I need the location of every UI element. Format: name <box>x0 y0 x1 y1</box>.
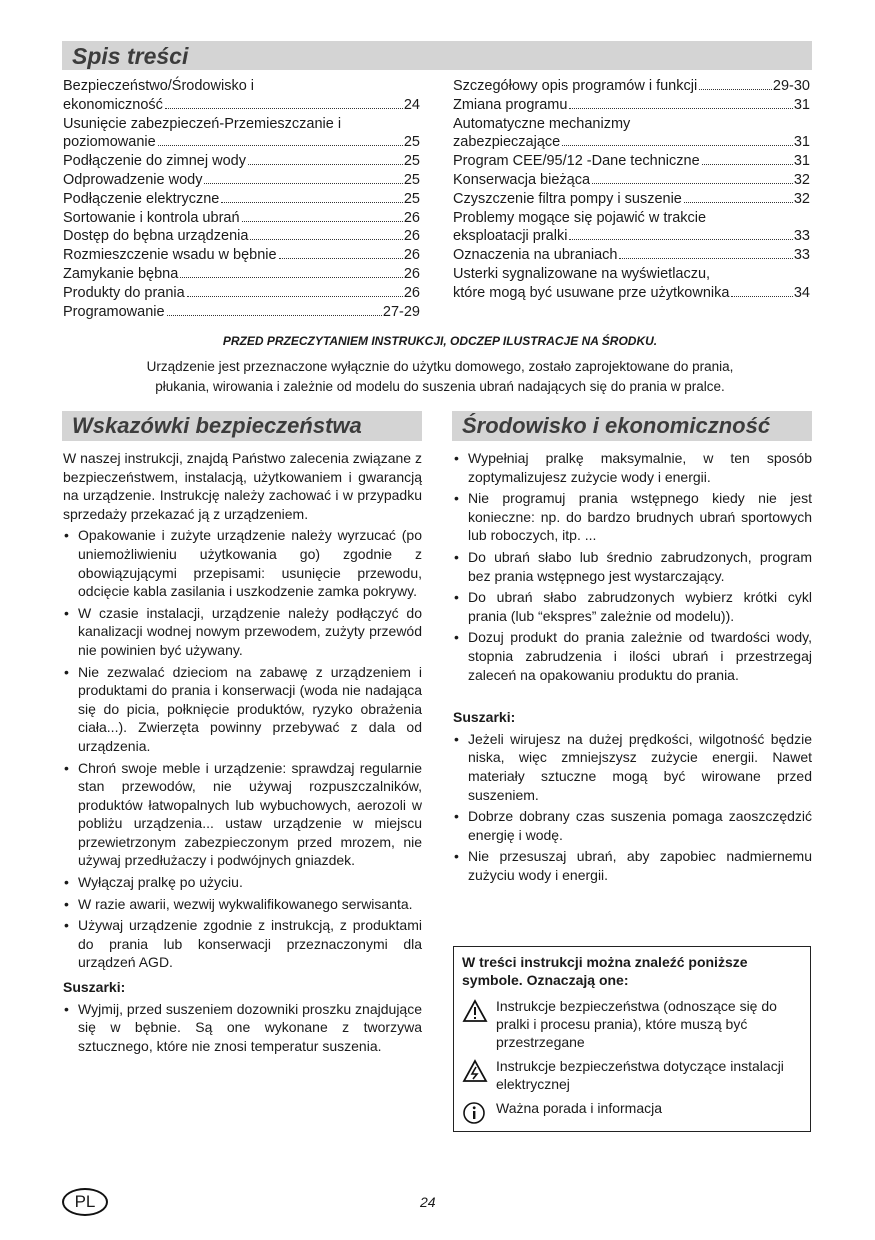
toc-entry-page: 31 <box>793 96 810 113</box>
symbol-row-safety <box>462 997 802 1051</box>
info-icon <box>462 1101 488 1125</box>
electrical-hazard-icon <box>462 1059 488 1083</box>
toc-leader-dots <box>731 296 792 297</box>
toc-entry-page: 25 <box>403 171 420 188</box>
environment-item: • Dozuj produkt do prania zależnie od twardości wody, stopnia zabrudzenia i ilości ubrań i przestrzegaj zaleceń na opakowaniu produktu do prania. <box>453 628 812 684</box>
toc-entry <box>63 190 420 209</box>
toc-entry-text: ekonomiczność <box>63 96 163 113</box>
safety-item: • Wyłączaj pralkę po użyciu. <box>63 873 422 892</box>
toc-entry-text: Konserwacja bieżąca <box>453 171 591 188</box>
safety-column <box>63 449 422 1058</box>
toc-entry-text: Automatyczne mechanizmy <box>453 115 631 132</box>
toc-leader-dots <box>569 108 792 109</box>
toc-entry-page: 32 <box>793 171 810 188</box>
environment-dryer-item: • Dobrze dobrany czas suszenia pomaga zaoszczędzić energię i wodę. <box>453 807 812 844</box>
toc-entry-text: zabezpieczające <box>453 134 561 151</box>
environment-dryer-list <box>453 730 812 885</box>
toc-entry <box>453 190 810 209</box>
page-number: 24 <box>420 1194 436 1210</box>
safety-intro: W naszej instrukcji, znajdą Państwo zalecenia związane z bezpieczeństwem, instalacją, użytkowaniem i gwarancją na urządzenie. Instrukcję należy zachować i w przypadku sprzedaży przekazać ją z urządzeniem. <box>63 450 422 522</box>
toc-entry-text: Zamykanie bębna <box>63 265 179 282</box>
toc-entry <box>453 152 810 171</box>
intro-line-1: Urządzenie jest przeznaczone wyłącznie do użytku domowego, zostało zaprojektowane do prania, <box>146 359 734 374</box>
toc-entry-page: 26 <box>403 209 420 226</box>
safety-dryer-heading: Suszarki: <box>63 979 126 996</box>
toc-entry-text: eksploatacji pralki <box>453 228 568 245</box>
safety-item: • W czasie instalacji, urządzenie należy podłączyć do kanalizacji wodnej nowym przewodem, zużyty przewód nie powinien być używany. <box>63 604 422 660</box>
toc-entry <box>453 96 810 115</box>
safety-heading-bar <box>62 411 422 441</box>
toc-leader-dots <box>250 239 402 240</box>
intended-use-intro <box>70 357 810 397</box>
toc-entry-text: Sortowanie i kontrola ubrań <box>63 209 240 226</box>
toc-entry <box>63 96 420 115</box>
toc-entry-text: Problemy mogące się pojawić w trakcie <box>453 209 707 226</box>
toc-entry <box>63 152 420 171</box>
environment-item: • Nie programuj prania wstępnego kiedy nie jest konieczne: np. do bardzo brudnych ubrań sportowych lub roboczych, itp. ... <box>453 489 812 545</box>
toc-entry-text: Szczegółowy opis programów i funkcji <box>453 78 698 94</box>
toc-entry-text: Oznaczenia na ubraniach <box>453 247 618 264</box>
toc-entry-text: Produkty do prania <box>63 284 185 301</box>
toc-entry <box>63 246 420 265</box>
toc-entry <box>453 209 810 228</box>
toc-entry-text: Usterki sygnalizowane na wyświetlaczu, <box>453 265 711 282</box>
toc-entry-text: Odprowadzenie wody <box>63 171 203 188</box>
environment-item: • Wypełniaj pralkę maksymalnie, w ten sposób zoptymalizujesz zużycie wody i energii. <box>453 449 812 486</box>
toc-leader-dots <box>180 277 403 278</box>
toc-entry <box>453 265 810 284</box>
toc-entry <box>63 303 420 322</box>
toc-entry-text: Dostęp do bębna urządzenia <box>63 228 249 245</box>
toc-entry <box>63 77 420 96</box>
safety-item: • W razie awarii, wezwij wykwalifikowanego serwisanta. <box>63 895 422 914</box>
toc-entry-page: 26 <box>403 284 420 301</box>
toc-right-column <box>453 77 810 303</box>
toc-entry-page: 29-30 <box>772 78 810 94</box>
toc-entry <box>63 265 420 284</box>
toc-entry-page: 25 <box>403 190 420 207</box>
symbol-row-info <box>462 1099 802 1125</box>
toc-entry-text: Usunięcie zabezpieczeń-Przemieszczanie i <box>63 115 342 132</box>
toc-entry-text: Rozmieszczenie wsadu w bębnie <box>63 247 277 264</box>
toc-leader-dots <box>702 164 793 165</box>
environment-dryer-item: • Jeżeli wirujesz na dużej prędkości, wilgotność będzie niska, więc zmniejszysz zużycie energii. Nawet materiały sztuczne mogą być wirowane przed suszeniem. <box>453 730 812 804</box>
toc-entry <box>453 227 810 246</box>
warning-triangle-icon <box>462 999 488 1023</box>
toc-leader-dots <box>242 221 403 222</box>
environment-column <box>453 449 812 887</box>
toc-entry-page: 32 <box>793 190 810 207</box>
symbol-row-electrical <box>462 1057 802 1093</box>
toc-entry <box>453 77 810 96</box>
intro-line-2: płukania, wirowania i zależnie od modelu do suszenia ubrań nadających się do prania w pralce. <box>155 379 725 394</box>
toc-entry-text: Zmiana programu <box>453 96 568 113</box>
toc-entry-page: 26 <box>403 228 420 245</box>
safety-item: • Nie zezwalać dzieciom na zabawę z urządzeniem i produktami do prania i konserwacji (woda nie nadająca się do picia, połknięcie produktów, ryzyko obrażenia ciała...). Zwierzęta powinny przebywać z dala od urządzenia. <box>63 663 422 756</box>
toc-entry <box>453 115 810 134</box>
language-badge: PL <box>62 1188 108 1216</box>
symbol-electrical-text: Instrukcje bezpieczeństwa dotyczące instalacji elektrycznej <box>496 1058 784 1092</box>
safety-list <box>63 526 422 972</box>
toc-title: Spis treści <box>72 43 189 69</box>
toc-entry <box>63 227 420 246</box>
toc-leader-dots <box>684 202 793 203</box>
toc-leader-dots <box>187 296 403 297</box>
toc-entry-text: Programowanie <box>63 303 165 320</box>
symbol-safety-text: Instrukcje bezpieczeństwa (odnoszące się do pralki i procesu prania), które muszą być przestrzegane <box>496 998 777 1050</box>
toc-entry-page: 24 <box>403 96 420 113</box>
toc-entry-text: Czyszczenie filtra pompy i suszenie <box>453 190 682 207</box>
safety-item: • Używaj urządzenie zgodnie z instrukcją, z produktami do prania lub konserwacji przeznaczonymi dla urządzeń AGD. <box>63 916 422 972</box>
toc-leader-dots <box>619 258 792 259</box>
toc-entry <box>453 246 810 265</box>
toc-entry <box>63 171 420 190</box>
safety-heading: Wskazówki bezpieczeństwa <box>72 413 362 438</box>
toc-entry-page: 26 <box>403 265 420 282</box>
safety-item: • Chroń swoje meble i urządzenie: sprawdzaj regularnie stan przewodów, nie używaj rozpuszczalników, produktów łatwopalnych lub wybuchowych, aerozoli w pobliżu urządzenia... ustaw urządzenie w miejscu przewietrzonym zabezpieczonym przed mrozem, nie używaj przedłużaczy i podwójnych gniazdek. <box>63 759 422 871</box>
toc-entry-text: poziomowanie <box>63 134 156 151</box>
toc-entry-page: 34 <box>793 284 810 301</box>
toc-entry <box>63 209 420 228</box>
toc-entry-page: 33 <box>793 247 810 264</box>
toc-entry-page: 31 <box>793 134 810 151</box>
toc-entry-page: 33 <box>793 228 810 245</box>
environment-dryer-item: • Nie przesuszaj ubrań, aby zapobiec nadmiernemu zużyciu wody i energii. <box>453 847 812 884</box>
environment-list <box>453 449 812 684</box>
toc-leader-dots <box>592 183 793 184</box>
toc-leader-dots <box>248 164 403 165</box>
toc-leader-dots <box>562 145 793 146</box>
toc-entry <box>453 284 810 303</box>
toc-entry-page: 26 <box>403 247 420 264</box>
toc-title-bar <box>62 41 812 70</box>
safety-dryer-list <box>63 1000 422 1056</box>
toc-entry-text: Bezpieczeństwo/Środowisko i <box>63 78 255 94</box>
toc-leader-dots <box>279 258 403 259</box>
toc-entry-text: które mogą być usuwane prze użytkownika <box>453 284 730 301</box>
toc-left-column <box>63 77 420 321</box>
symbol-info-text: Ważna porada i informacja <box>496 1100 663 1116</box>
toc-entry <box>63 284 420 303</box>
detach-illustrations-warning: PRZED PRZECZYTANIEM INSTRUKCJI, ODCZEP ILUSTRACJE NA ŚRODKU. <box>222 334 658 348</box>
environment-item: • Do ubrań słabo zabrudzonych wybierz krótki cykl prania (lub “ekspres” zależnie od modelu)). <box>453 588 812 625</box>
environment-item: • Do ubrań słabo lub średnio zabrudzonych, program bez prania wstępnego jest wystarczający. <box>453 548 812 585</box>
safety-item: • Opakowanie i zużyte urządzenie należy wyrzucać (po uniemożliwieniu użytkowania go) zgodnie z obowiązującymi przepisami: usunięcie przewodu, odcięcie kabla zasilania i uszkodzenie zamka pokrywy. <box>63 526 422 600</box>
toc-entry <box>453 133 810 152</box>
toc-entry-text: Podłączenie do zimnej wody <box>63 153 246 170</box>
symbols-heading: W treści instrukcji można znaleźć poniższe symbole. Oznaczają one: <box>462 954 748 988</box>
toc-entry <box>453 171 810 190</box>
environment-heading-bar <box>452 411 812 441</box>
toc-leader-dots <box>204 183 402 184</box>
environment-dryer-heading: Suszarki: <box>453 709 516 726</box>
toc-leader-dots <box>569 239 792 240</box>
toc-leader-dots <box>165 108 403 109</box>
toc-entry-page: 25 <box>403 134 420 151</box>
toc-entry <box>63 115 420 134</box>
symbols-legend-box <box>453 946 811 1132</box>
toc-entry-page: 27-29 <box>382 303 420 320</box>
toc-entry-text: Program CEE/95/12 -Dane techniczne <box>453 153 700 170</box>
toc-leader-dots <box>167 315 382 316</box>
toc-entry-text: Podłączenie elektryczne <box>63 190 220 207</box>
toc-entry <box>63 133 420 152</box>
toc-leader-dots <box>158 145 403 146</box>
safety-dryer-item: • Wyjmij, przed suszeniem dozowniki proszku znajdujące się w bębnie. Są one wykonane z tworzywa sztucznego, które nie znosi temperatur suszenia. <box>63 1000 422 1056</box>
toc-entry-page: 25 <box>403 153 420 170</box>
toc-entry-page: 31 <box>793 153 810 170</box>
toc-leader-dots <box>699 89 772 90</box>
environment-heading: Środowisko i ekonomiczność <box>462 413 771 438</box>
toc-leader-dots <box>221 202 402 203</box>
